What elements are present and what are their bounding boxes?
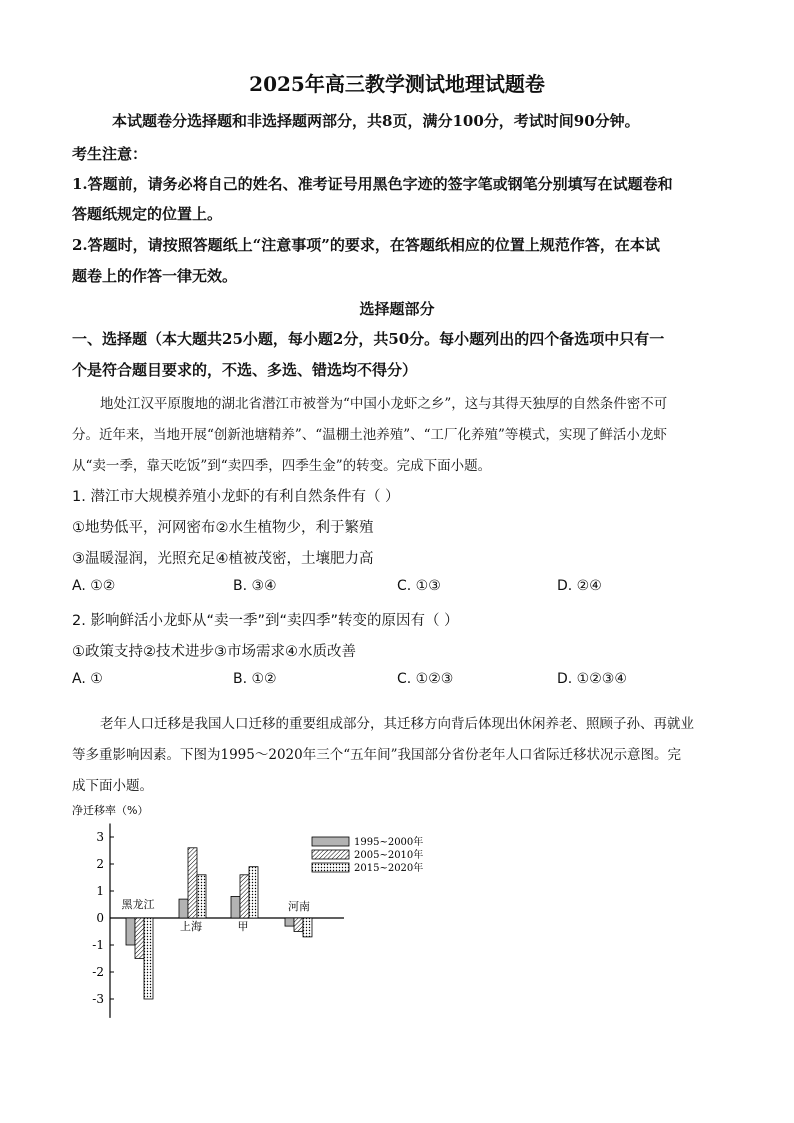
legend-swatch	[312, 863, 349, 872]
question-1-statement-2: ③温暖湿润，光照充足④植被茂密，土壤肥力高	[72, 551, 374, 567]
passage1-line-1: 地处江汉平原腹地的湖北省潜江市被誉为“中国小龙虾之乡”，这与其得天独厚的自然条件密不可	[100, 396, 668, 412]
question-2-option-b[interactable]: B. ①②	[233, 671, 277, 687]
bar	[240, 875, 249, 918]
question-2-statement-1: ①政策支持②技术进步③市场需求④水质改善	[72, 644, 356, 660]
question-1-option-d[interactable]: D. ②④	[557, 578, 602, 594]
bar	[294, 918, 303, 932]
question-1-option-a[interactable]: A. ①②	[72, 578, 116, 594]
bar	[231, 896, 240, 918]
passage2-line-1: 老年人口迁移是我国人口迁移的重要组成部分，其迁移方向背后体现出休闲养老、照顾子孙、再就业	[100, 716, 694, 732]
passage2-line-2: 等多重影响因素。下图为1995～2020年三个“五年间”我国部分省份老年人口省际迁移状况示意图。完	[72, 747, 682, 763]
bar	[188, 848, 197, 918]
question-2-option-a[interactable]: A. ①	[72, 671, 103, 687]
notice-item-2-line-2: 题卷上的作答一律无效。	[72, 267, 238, 285]
notice-item-1-line-1: 1.答题前，请务必将自己的姓名、准考证号用黑色字迹的签字笔或钢笔分别填写在试题卷和	[72, 175, 673, 193]
legend-swatch	[312, 850, 349, 859]
bar	[249, 867, 258, 918]
y-tick-label: -2	[92, 965, 104, 979]
y-tick-label: 3	[96, 830, 104, 844]
legend-label: 2015~2020年	[354, 863, 424, 874]
bar	[197, 875, 206, 918]
y-axis-label: 净迁移率（%）	[72, 804, 149, 817]
question-2-option-d[interactable]: D. ①②③④	[557, 671, 627, 687]
bar	[303, 918, 312, 937]
question-1-option-c[interactable]: C. ①③	[397, 578, 441, 594]
question-2-stem: 2. 影响鲜活小龙虾从“卖一季”到“卖四季”转变的原因有（ ）	[72, 613, 459, 629]
category-label: 黑龙江	[121, 898, 155, 911]
bar	[135, 918, 144, 959]
part1-heading-line-1: 一、选择题（本大题共25小题，每小题2分，共50分。每小题列出的四个备选项中只有一	[72, 330, 665, 348]
question-1-option-b[interactable]: B. ③④	[233, 578, 277, 594]
legend-label: 2005~2010年	[354, 850, 424, 861]
passage2-line-3: 成下面小题。	[72, 778, 153, 794]
y-tick-label: 2	[96, 857, 104, 871]
exam-intro: 本试题卷分选择题和非选择题两部分，共8页，满分100分，考试时间90分钟。	[112, 112, 640, 130]
section-title: 选择题部分	[359, 300, 435, 318]
y-tick-label: 0	[96, 911, 104, 925]
bar	[285, 918, 294, 926]
notice-item-1-line-2: 答题纸规定的位置上。	[72, 205, 223, 223]
question-1-statement-1: ①地势低平，河网密布②水生植物少，利于繁殖	[72, 520, 374, 536]
bar	[126, 918, 135, 945]
passage1-line-3: 从“卖一季，靠天吃饭”到“卖四季，四季生金”的转变。完成下面小题。	[72, 458, 492, 474]
y-tick-label: 1	[96, 884, 104, 898]
question-1-stem: 1. 潜江市大规模养殖小龙虾的有利自然条件有（ ）	[72, 489, 400, 505]
y-tick-label: -1	[92, 938, 104, 952]
migration-bar-chart	[68, 800, 448, 1030]
notice-heading: 考生注意：	[72, 145, 148, 163]
legend-swatch	[312, 837, 349, 846]
legend-label: 1995~2000年	[354, 837, 424, 848]
part1-heading-line-2: 个是符合题目要求的，不选、多选、错选均不得分）	[72, 361, 418, 379]
y-tick-label: -3	[92, 992, 104, 1006]
passage1-line-2: 分。近年来，当地开展“创新池塘精养”、“温棚土池养殖”、“工厂化养殖”等模式，实现了鲜活小龙虾	[72, 427, 667, 443]
category-label: 上海	[180, 920, 202, 933]
category-label: 甲	[237, 920, 249, 933]
page-title: 2025年高三教学测试地理试题卷	[249, 72, 545, 96]
bar	[144, 918, 153, 999]
category-label: 河南	[288, 900, 310, 913]
bar	[179, 899, 188, 918]
notice-item-2-line-1: 2.答题时，请按照答题纸上“注意事项”的要求，在答题纸相应的位置上规范作答，在本试	[72, 236, 660, 254]
question-2-option-c[interactable]: C. ①②③	[397, 671, 454, 687]
